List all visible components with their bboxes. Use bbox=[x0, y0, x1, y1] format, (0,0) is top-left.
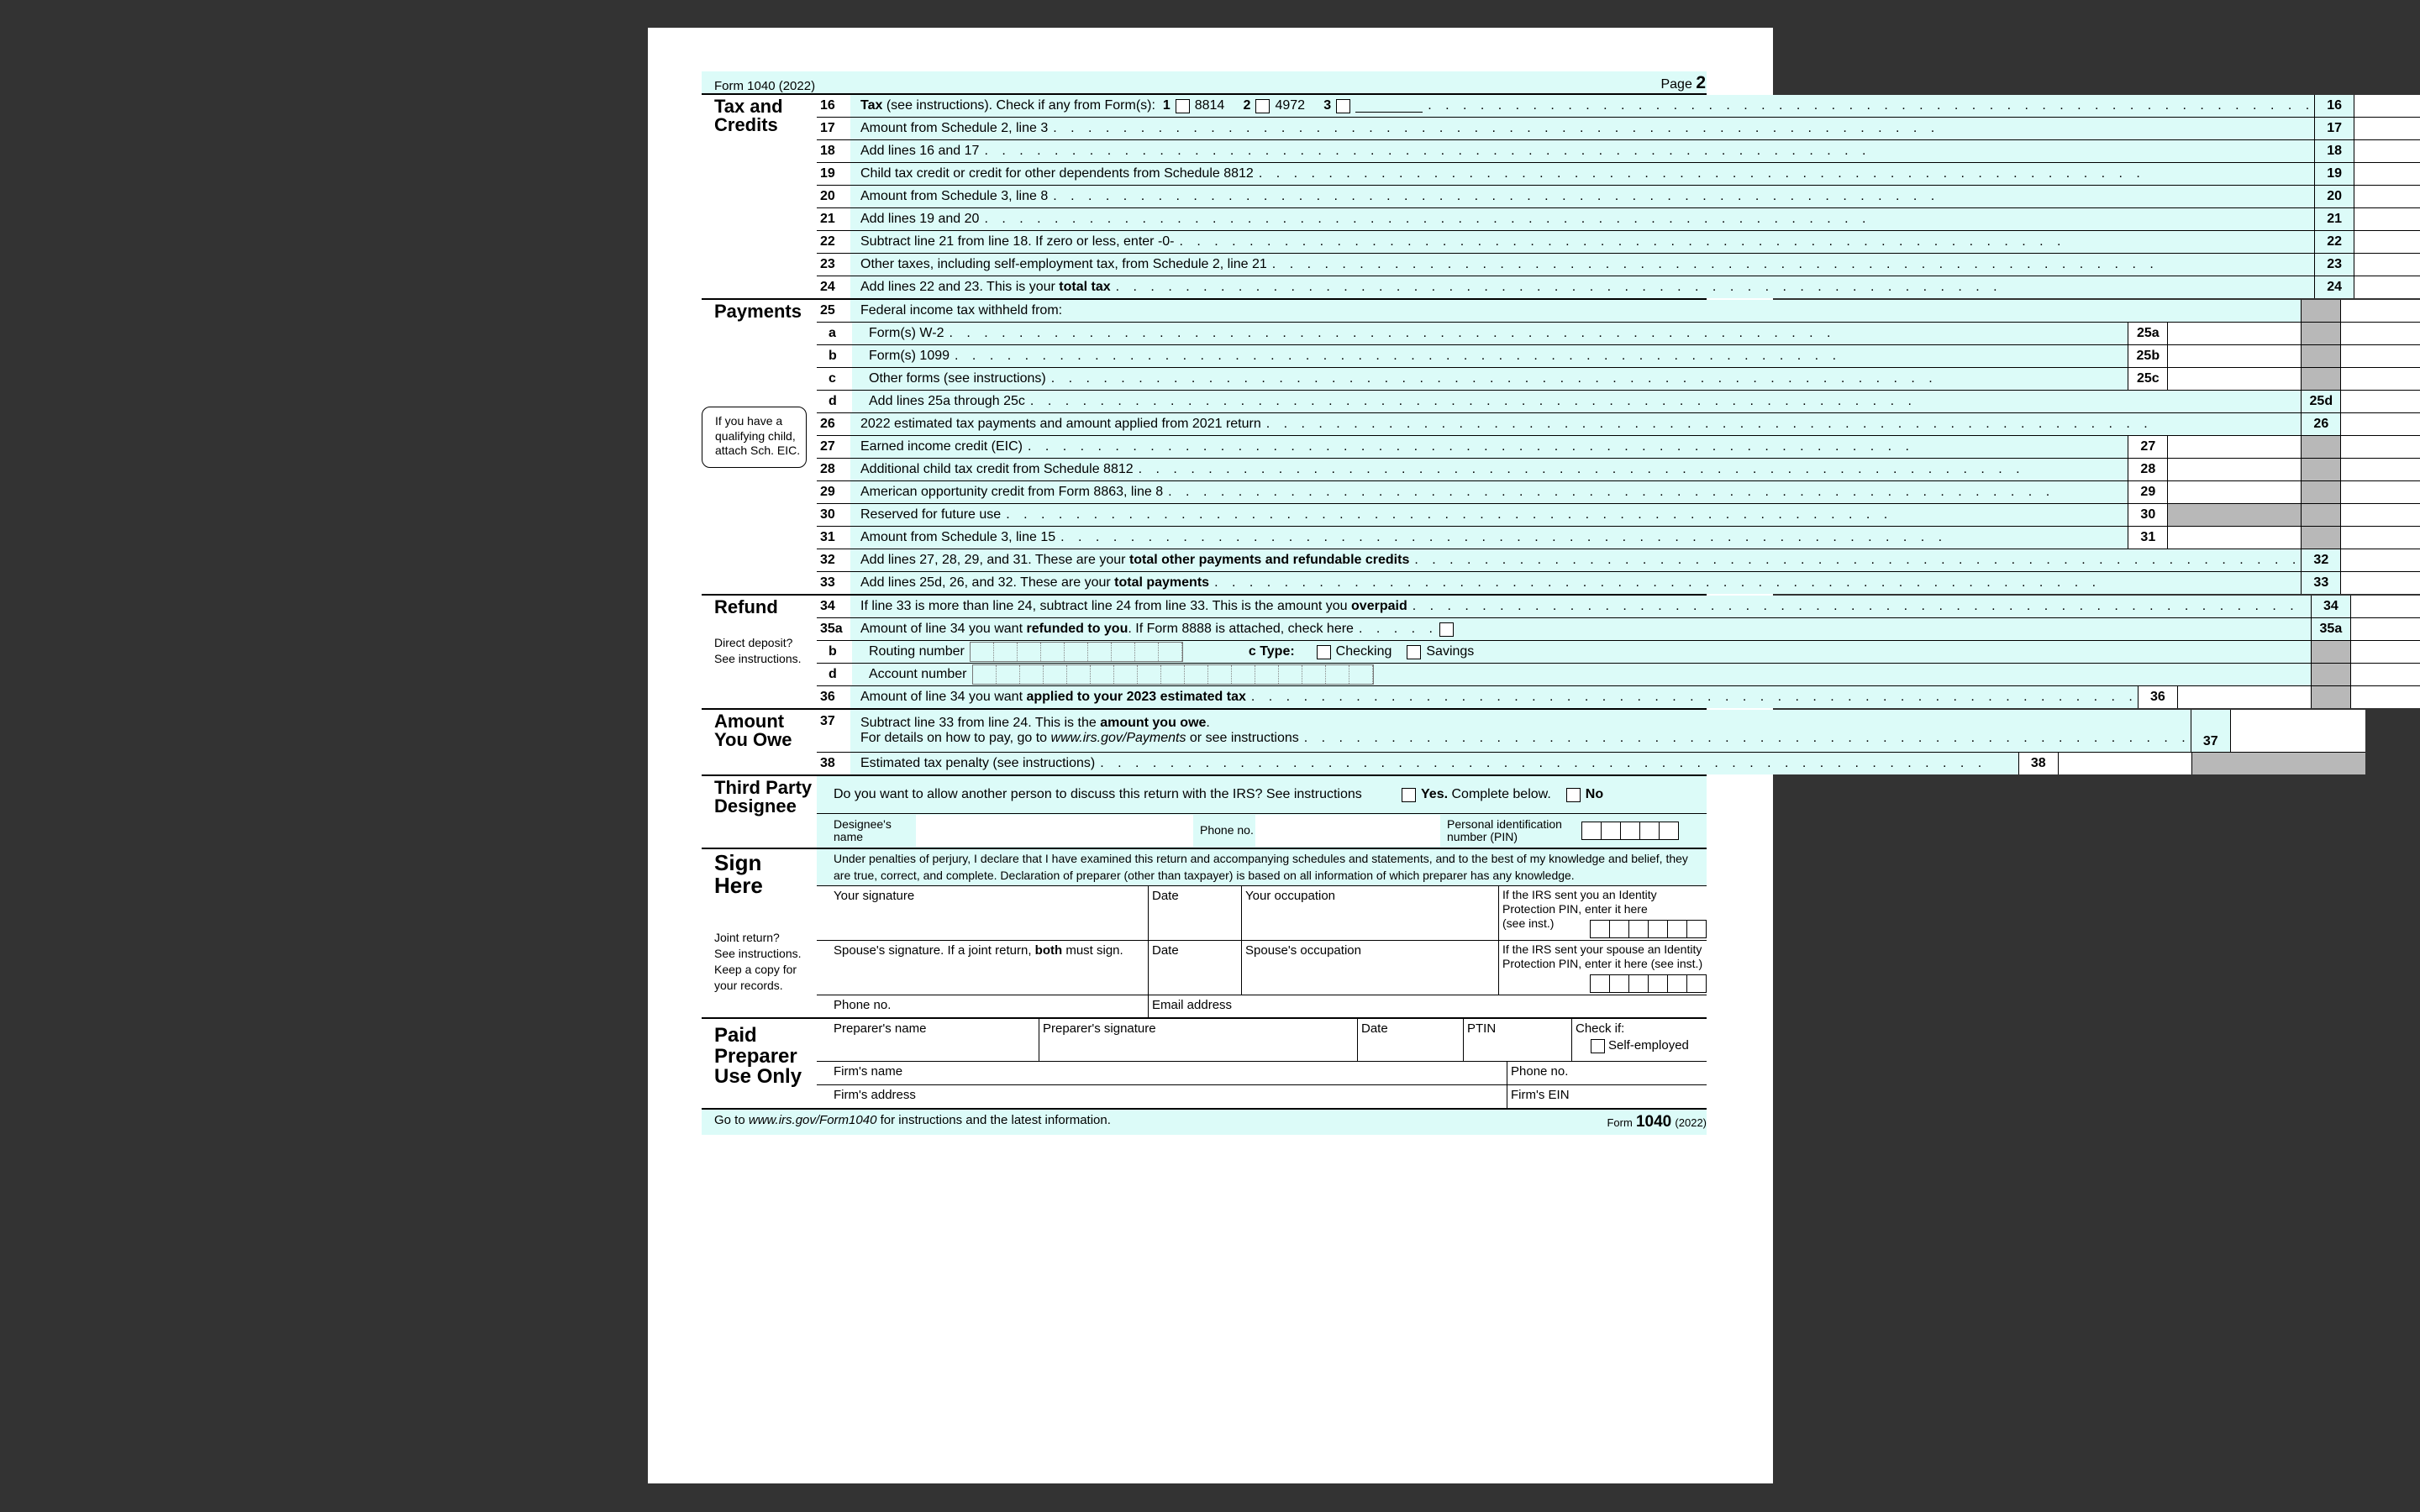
amount-27[interactable] bbox=[2168, 436, 2301, 458]
routing-number-input[interactable] bbox=[970, 642, 1183, 662]
refund-section: Refund Direct deposit? See instructions. 34 If line 33 is more than line 24, subtract line 24 from line 33. This is the amount you overpaid . . . 34 35a Amount of line 34 you want refunded to you . If Form 8888 is attached, check here . . . 35a b Routing number c Type: Checking Savings d Account number 36 Amount of line 34 you want applied to your 2023 estimated tax . . . 36 bbox=[702, 596, 1707, 710]
form-footer: Go to www.irs.gov/Form1040 for instructions and the latest information. Form 1040 (2022) bbox=[702, 1110, 1707, 1135]
line-35a: 35a Amount of line 34 you want refunded to you . If Form 8888 is attached, check here . . . 35a bbox=[817, 618, 2420, 641]
section-title: Sign bbox=[714, 850, 762, 875]
firm-address-field[interactable]: Firm's address bbox=[817, 1085, 1507, 1108]
amount-32[interactable] bbox=[2341, 549, 2420, 571]
preparer-signature-field[interactable]: Preparer's signature bbox=[1039, 1019, 1358, 1061]
amount-21[interactable] bbox=[2354, 208, 2420, 230]
line-31: 31 Amount from Schedule 3, line 15 . . . 31 bbox=[817, 527, 2420, 549]
line-35d: d Account number bbox=[817, 664, 2420, 686]
amount-you-owe-section: Amount You Owe 37 Subtract line 33 from line 24. This is the amount you owe. For details on how to pay, go to www.irs.gov/Payments or see instructions . . . 37 38 Estimated tax penalty (see instructions) . . . 38 bbox=[702, 710, 1707, 776]
line-22: 22 Subtract line 21 from line 18. If zero or less, enter -0- . . . 22 bbox=[817, 231, 2420, 254]
other-form-input[interactable] bbox=[1355, 100, 1423, 113]
line-25c: c Other forms (see instructions) . . . 25c bbox=[817, 368, 2420, 391]
form-other-checkbox[interactable] bbox=[1336, 99, 1350, 113]
email-field[interactable]: Email address bbox=[1149, 995, 1707, 1017]
amount-20[interactable] bbox=[2354, 186, 2420, 207]
designee-phone-input[interactable] bbox=[1255, 815, 1440, 847]
line-38: 38 Estimated tax penalty (see instructions) . . . 38 bbox=[817, 753, 2365, 774]
amount-37[interactable] bbox=[2231, 710, 2365, 752]
line-21: 21 Add lines 19 and 20 . . . 21 bbox=[817, 208, 2420, 231]
section-title: Third Party bbox=[714, 777, 813, 798]
section-title: Tax and bbox=[714, 96, 783, 117]
amount-24[interactable] bbox=[2354, 276, 2420, 298]
spouse-signature-field[interactable]: Spouse's signature. If a joint return, both must sign. bbox=[817, 941, 1149, 995]
amount-28[interactable] bbox=[2168, 459, 2301, 480]
designee-no-checkbox[interactable] bbox=[1566, 788, 1581, 802]
amount-25c[interactable] bbox=[2168, 368, 2301, 390]
amount-36[interactable] bbox=[2178, 686, 2311, 708]
section-title: Amount bbox=[714, 711, 785, 732]
savings-checkbox[interactable] bbox=[1407, 645, 1421, 659]
paid-preparer-section: Paid Preparer Use Only Preparer's name Preparer's signature Date PTIN Check if: Self-employed Firm's name Phone no. Firm's address Firm's EIN bbox=[702, 1019, 1707, 1110]
amount-23[interactable] bbox=[2354, 254, 2420, 276]
line-36: 36 Amount of line 34 you want applied to your 2023 estimated tax . . . 36 bbox=[817, 686, 2420, 708]
form-8814-checkbox[interactable] bbox=[1176, 99, 1190, 113]
form-year-label: Form 1040 (2022) bbox=[714, 78, 816, 93]
amount-26[interactable] bbox=[2341, 413, 2420, 435]
designee-yes-checkbox[interactable] bbox=[1402, 788, 1416, 802]
designee-pin-input[interactable] bbox=[1581, 822, 1679, 840]
instructions-link[interactable]: www.irs.gov/Form1040 bbox=[748, 1113, 877, 1128]
line-25a: a Form(s) W-2 . . . 25a bbox=[817, 323, 2420, 345]
self-employed-checkbox[interactable] bbox=[1591, 1039, 1605, 1053]
tax-and-credits-section: Tax and Credits 16 Tax (see instructions). Check if any from Form(s): 1 8814 2 4972 3 . . . 16 17 Amount from Schedule 2, line 3 . . . 17 18 Add lines 16 and 17 . . . 18 19 Child tax credit or credit for other dependents from Schedule 8812 . . . 19 20 Amount from Schedule 3, line 8 . . . 20 21 Add lines 19 and 20 . . . 21 22 Subtract line 21 from line 18. If zero or less, enter -0- . . . 22 23 Other taxes, including self-employment tax, from Schedule 2, line 21 . . . 23 24 Add lines 22 and 23. This is your total tax . . . 24 bbox=[702, 95, 1707, 300]
page-number: 2 bbox=[1696, 72, 1706, 92]
amount-31[interactable] bbox=[2168, 527, 2301, 549]
amount-33[interactable] bbox=[2341, 572, 2420, 594]
line-30: 30 Reserved for future use . . . 30 bbox=[817, 504, 2420, 527]
designee-name-input[interactable] bbox=[916, 815, 1193, 847]
amount-30-reserved bbox=[2168, 504, 2301, 526]
amount-38[interactable] bbox=[2059, 753, 2191, 774]
spouse-date-field[interactable]: Date bbox=[1149, 941, 1242, 995]
line-18: 18 Add lines 16 and 17 . . . 18 bbox=[817, 140, 2420, 163]
amount-22[interactable] bbox=[2354, 231, 2420, 253]
spouse-ip-pin-input[interactable] bbox=[1590, 974, 1707, 993]
line-35b: b Routing number c Type: Checking Savings bbox=[817, 641, 2420, 664]
amount-19[interactable] bbox=[2354, 163, 2420, 185]
eic-callout: If you have a qualifying child, attach Sch. EIC. bbox=[702, 407, 807, 468]
amount-16[interactable] bbox=[2354, 95, 2420, 117]
line-28: 28 Additional child tax credit from Schedule 8812 . . . 28 bbox=[817, 459, 2420, 481]
amount-17[interactable] bbox=[2354, 118, 2420, 139]
line-25b: b Form(s) 1099 . . . 25b bbox=[817, 345, 2420, 368]
checking-checkbox[interactable] bbox=[1317, 645, 1331, 659]
section-title: Refund bbox=[714, 596, 778, 617]
form-4972-checkbox[interactable] bbox=[1255, 99, 1270, 113]
your-ip-pin-input[interactable] bbox=[1590, 920, 1707, 938]
form-1040-page-2 bbox=[702, 71, 2343, 1135]
amount-34[interactable] bbox=[2351, 596, 2420, 617]
line-27: 27 Earned income credit (EIC) . . . 27 bbox=[817, 436, 2420, 459]
your-signature-field[interactable]: Your signature bbox=[817, 886, 1149, 940]
amount-25b[interactable] bbox=[2168, 345, 2301, 367]
perjury-statement: Under penalties of perjury, I declare that I have examined this return and accompanying schedules and statements, and to the best of my knowledge and belief, they are true, correct, and complete. Declaration of preparer (other than taxpayer) is based on all information of which preparer has any knowledge. bbox=[817, 849, 1707, 886]
amount-29[interactable] bbox=[2168, 481, 2301, 503]
line-16: 16 Tax (see instructions). Check if any from Form(s): 1 8814 2 4972 3 . . . 16 bbox=[817, 95, 2420, 118]
line-17: 17 Amount from Schedule 2, line 3 . . . 17 bbox=[817, 118, 2420, 140]
sign-here-section: Sign Here Joint return? See instructions. Keep a copy for your records. Under penalties of perjury, I declare that I have examined this return and accompanying schedules and statements, and to the best of my knowledge and belief, they are true, correct, and complete. Declaration of preparer (other than taxpayer) is based on all information of which preparer has any knowledge. Your signature Date Your occupation If the IRS sent you an Identity Protection PIN, enter it here (see inst.) Spouse's signature. If a joint return, both must sign. Date Spouse's occupation If the IRS sent your spouse an Identity Protection PIN, enter it here (see inst.) Phone no. Email address bbox=[702, 849, 1707, 1019]
amount-25d[interactable] bbox=[2341, 391, 2420, 412]
ptin-field[interactable]: PTIN bbox=[1464, 1019, 1572, 1061]
account-number-input[interactable] bbox=[972, 664, 1374, 685]
line-19: 19 Child tax credit or credit for other dependents from Schedule 8812 . . . 19 bbox=[817, 163, 2420, 186]
line-29: 29 American opportunity credit from Form 8863, line 8 . . . 29 bbox=[817, 481, 2420, 504]
form-8888-checkbox[interactable] bbox=[1439, 622, 1454, 637]
line-32: 32 Add lines 27, 28, 29, and 31. These are your total other payments and refundable credits . . . 32 bbox=[817, 549, 2420, 572]
line-25d: d Add lines 25a through 25c . . . 25d bbox=[817, 391, 2420, 413]
preparer-date-field[interactable]: Date bbox=[1358, 1019, 1464, 1061]
spouse-occupation-field[interactable]: Spouse's occupation bbox=[1242, 941, 1499, 995]
page-label: Page bbox=[1660, 76, 1692, 92]
third-party-designee-section: Third Party Designee Do you want to allow another person to discuss this return with the IRS? See instructions Yes. Complete below. No Designee's name Phone no. Personal identification number (PIN) bbox=[702, 776, 1707, 849]
line-37: 37 Subtract line 33 from line 24. This is the amount you owe. For details on how to pay, go to www.irs.gov/Payments or see instructions . . . 37 bbox=[817, 710, 2365, 753]
amount-35a[interactable] bbox=[2351, 618, 2420, 640]
form-header bbox=[702, 71, 1707, 95]
amount-25a[interactable] bbox=[2168, 323, 2301, 344]
line-23: 23 Other taxes, including self-employment tax, from Schedule 2, line 21 . . . 23 bbox=[817, 254, 2420, 276]
payments-section bbox=[702, 300, 2333, 596]
section-title: Paid bbox=[714, 1024, 757, 1047]
line-33: 33 Add lines 25d, 26, and 32. These are your total payments . . . 33 bbox=[817, 572, 2420, 594]
phone-field[interactable]: Phone no. bbox=[817, 995, 1149, 1017]
line-24: 24 Add lines 22 and 23. This is your total tax . . . 24 bbox=[817, 276, 2420, 298]
your-date-field[interactable]: Date bbox=[1149, 886, 1242, 940]
firm-name-field[interactable]: Firm's name bbox=[817, 1062, 1507, 1084]
firm-ein-field[interactable]: Firm's EIN bbox=[1507, 1085, 1707, 1108]
amount-18[interactable] bbox=[2354, 140, 2420, 162]
line-26: 26 2022 estimated tax payments and amount applied from 2021 return . . . 26 bbox=[817, 413, 2420, 436]
preparer-name-field[interactable]: Preparer's name bbox=[817, 1019, 1039, 1061]
your-occupation-field[interactable]: Your occupation bbox=[1242, 886, 1499, 940]
section-title: Payments bbox=[714, 301, 802, 322]
line-34: 34 If line 33 is more than line 24, subtract line 24 from line 33. This is the amount you overpaid . . . 34 bbox=[817, 596, 2420, 618]
line-25: 25 Federal income tax withheld from: bbox=[817, 300, 2420, 323]
line-20: 20 Amount from Schedule 3, line 8 . . . 20 bbox=[817, 186, 2420, 208]
firm-phone-field[interactable]: Phone no. bbox=[1507, 1062, 1707, 1084]
